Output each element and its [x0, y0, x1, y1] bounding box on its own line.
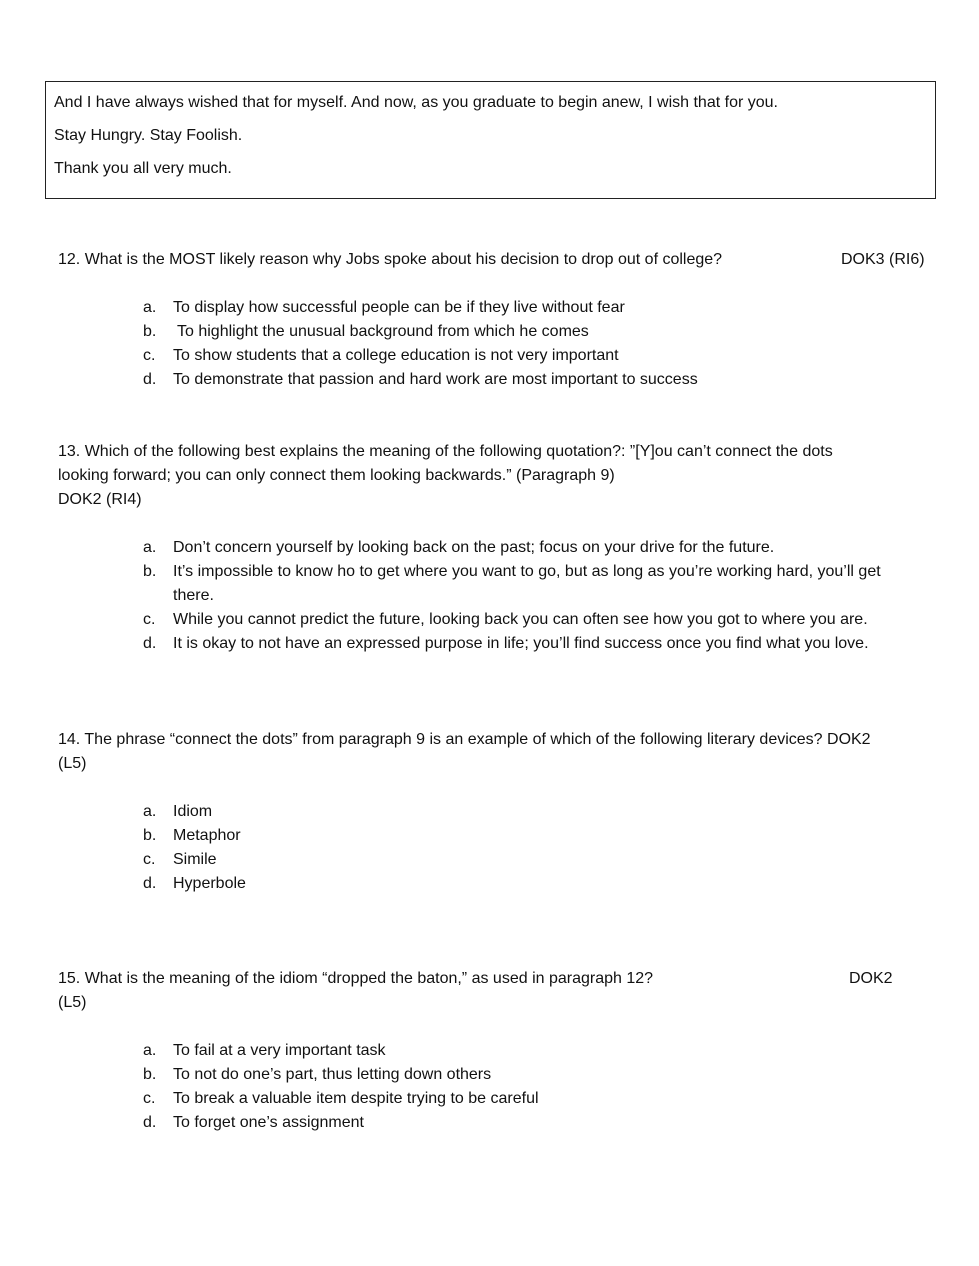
option-text: Idiom — [173, 803, 213, 820]
question-13-prompt-line-1: 13. Which of the following best explains the meaning of the following quotation?: ”[Y]ou can’t connect the dots — [58, 443, 833, 460]
question-15-prompt: 15. What is the meaning of the idiom “dropped the baton,” as used in paragraph 12? — [58, 970, 654, 987]
question-13-prompt-line-2: looking forward; you can only connect them looking backwards.” (Paragraph 9) — [58, 467, 615, 484]
option-text: It’s impossible to know ho to get where you want to go, but as long as you’re working hard, you’ll get there. — [173, 563, 881, 604]
option-text: Simile — [173, 851, 217, 868]
option-letter: a. — [143, 803, 157, 820]
answer-option[interactable] — [143, 1087, 913, 1111]
option-letter: d. — [143, 635, 157, 652]
question-15-dok-tag: DOK2 — [849, 970, 893, 987]
excerpt-line: Stay Hungry. Stay Foolish. — [54, 127, 243, 144]
option-text: To show students that a college education is not very important — [173, 347, 619, 364]
option-text: Hyperbole — [173, 875, 246, 892]
option-letter: c. — [143, 611, 156, 628]
option-text: To display how successful people can be if they live without fear — [173, 299, 625, 316]
answer-option[interactable] — [143, 848, 913, 872]
question-13-options — [143, 536, 913, 656]
answer-option[interactable] — [143, 368, 913, 392]
question-12-options — [143, 296, 913, 392]
option-letter: b. — [143, 1066, 157, 1083]
option-letter: a. — [143, 539, 157, 556]
option-letter: c. — [143, 851, 156, 868]
answer-option[interactable] — [143, 320, 913, 344]
option-letter: a. — [143, 299, 157, 316]
option-letter: b. — [143, 827, 157, 844]
speech-excerpt-box — [45, 81, 936, 199]
option-letter: c. — [143, 347, 156, 364]
question-12 — [58, 248, 925, 272]
question-15-options — [143, 1039, 913, 1135]
question-14 — [58, 728, 920, 776]
answer-option[interactable] — [143, 344, 913, 368]
answer-option[interactable] — [143, 560, 913, 608]
question-12-dok-tag: DOK3 (RI6) — [841, 251, 925, 268]
answer-option[interactable] — [143, 800, 913, 824]
answer-option[interactable] — [143, 632, 913, 656]
option-text: Metaphor — [173, 827, 241, 844]
option-text: Don’t concern yourself by looking back on the past; focus on your drive for the future. — [173, 539, 775, 556]
answer-option[interactable] — [143, 536, 913, 560]
question-14-prompt-line-1: 14. The phrase “connect the dots” from paragraph 9 is an example of which of the following literary devices? DOK2 — [58, 731, 871, 748]
answer-option[interactable] — [143, 1063, 913, 1087]
answer-option[interactable] — [143, 1111, 913, 1135]
option-letter: a. — [143, 1042, 157, 1059]
option-letter: b. — [143, 563, 157, 580]
option-text: It is okay to not have an expressed purpose in life; you’ll find success once you find what you love. — [173, 635, 869, 652]
option-text: To forget one’s assignment — [173, 1114, 364, 1131]
option-letter: c. — [143, 1090, 156, 1107]
option-text: To not do one’s part, thus letting down others — [173, 1066, 492, 1083]
excerpt-line: Thank you all very much. — [54, 160, 232, 177]
question-12-prompt: 12. What is the MOST likely reason why Jobs spoke about his decision to drop out of college? — [58, 251, 723, 268]
option-text: While you cannot predict the future, looking back you can often see how you got to where you are. — [173, 611, 868, 628]
question-15 — [58, 967, 920, 1015]
question-14-prompt-line-2: (L5) — [58, 755, 87, 772]
option-letter: d. — [143, 371, 157, 388]
answer-option[interactable] — [143, 1039, 913, 1063]
answer-option[interactable] — [143, 608, 913, 632]
excerpt-line: And I have always wished that for myself. And now, as you graduate to begin anew, I wish that for you. — [54, 94, 778, 111]
answer-option[interactable] — [143, 824, 913, 848]
option-text: To break a valuable item despite trying to be careful — [173, 1090, 539, 1107]
option-text: To highlight the unusual background from which he comes — [177, 323, 589, 340]
answer-option[interactable] — [143, 296, 913, 320]
question-14-options — [143, 800, 913, 896]
question-15-prompt-line-2: (L5) — [58, 994, 87, 1011]
answer-option[interactable] — [143, 872, 913, 896]
option-text: To demonstrate that passion and hard work are most important to success — [173, 371, 698, 388]
question-13 — [58, 440, 920, 512]
option-letter: d. — [143, 1114, 157, 1131]
option-letter: d. — [143, 875, 157, 892]
question-13-dok-tag: DOK2 (RI4) — [58, 491, 142, 508]
option-letter: b. — [143, 323, 157, 340]
option-text: To fail at a very important task — [173, 1042, 386, 1059]
